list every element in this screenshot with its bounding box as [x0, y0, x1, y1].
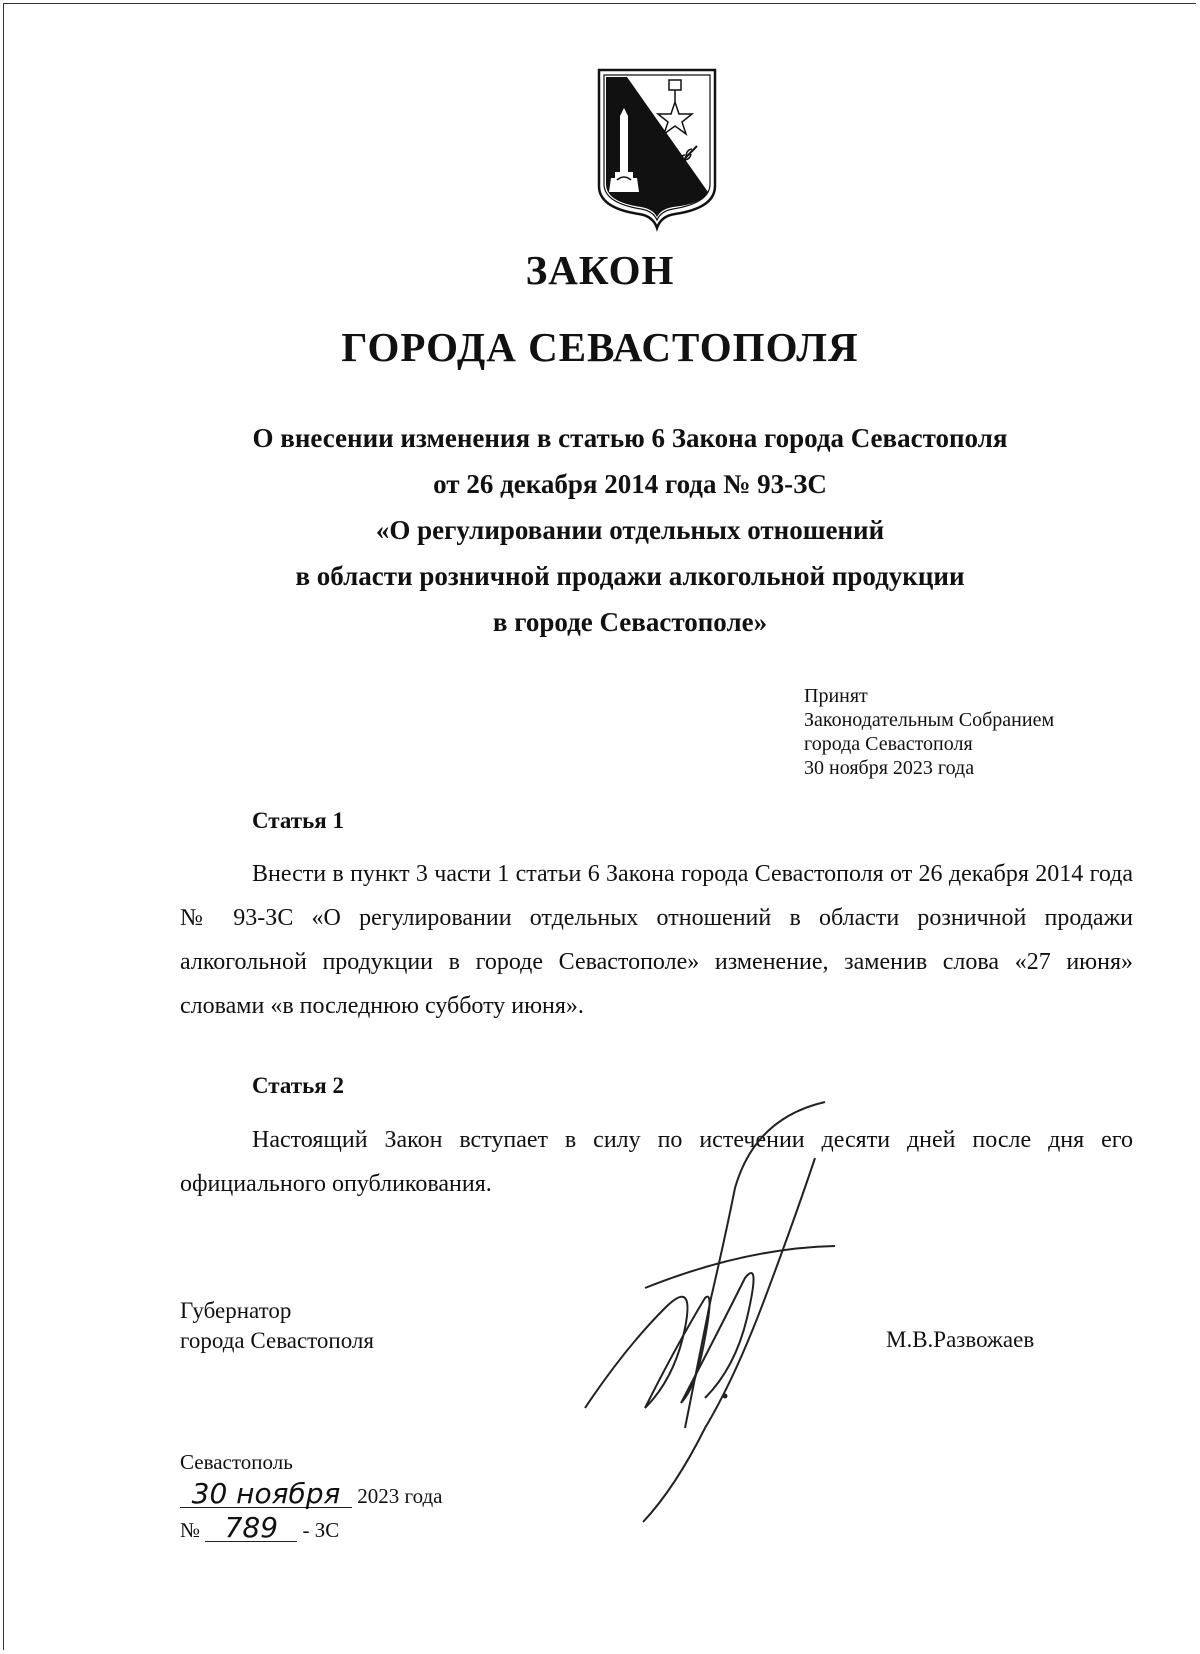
article-1-text [180, 852, 1133, 1028]
article-2-heading: Статья 2 [252, 1073, 344, 1098]
signing-place-date [180, 1445, 443, 1547]
article-1-body: Внести в пункт 3 части 1 статьи 6 Закона города Севастополя от 26 декабря 2014 года № 93-ЗС «О регулировании отдельных отношений в области розничной продажи алкогольной продукции в городе Севастополе» изменение, заменив слова «27 июня» словами «в последнюю субботу июня». [180, 861, 1133, 1019]
law-title-line: от 26 декабря 2014 года № 93-ЗС [433, 469, 827, 499]
adoption-note [804, 684, 1054, 780]
signatory-position [180, 1296, 374, 1356]
number-sign: № [180, 1518, 201, 1542]
law-title-line: в области розничной продажи алкогольной продукции [295, 561, 965, 591]
law-title-line: в городе Севастополе» [492, 607, 768, 637]
handwritten-law-number: 789 [205, 1515, 297, 1542]
handwritten-signature-icon [585, 1098, 845, 1528]
document-type: ЗАКОН [525, 247, 675, 293]
law-title [150, 415, 1110, 645]
adoption-line: города Севастополя [804, 733, 973, 755]
issuer-title: ГОРОДА СЕВАСТОПОЛЯ [341, 324, 859, 370]
adoption-date: 30 ноября 2023 года [804, 757, 975, 779]
signing-city: Севастополь [180, 1450, 293, 1474]
article-2-body: Настоящий Закон вступает в силу по истечении десяти дней после дня его официального опубликования. [180, 1127, 1133, 1197]
law-number-suffix: - ЗС [302, 1518, 340, 1542]
position-line: города Севастополя [180, 1328, 374, 1353]
signing-date-row [180, 1479, 443, 1513]
signing-year: 2023 года [357, 1484, 443, 1508]
adoption-line: Принят [804, 685, 868, 707]
law-number-row [180, 1513, 443, 1547]
position-line: Губернатор [180, 1298, 292, 1323]
sevastopol-coat-of-arms-icon [597, 68, 717, 228]
law-title-line: О внесении изменения в статью 6 Закона города Севастополя [252, 423, 1008, 453]
signatory-name: М.В.Развожаев [886, 1327, 1035, 1352]
law-title-line: «О регулировании отдельных отношений [375, 515, 885, 545]
article-1-heading: Статья 1 [252, 808, 344, 833]
handwritten-date: 30 ноября [180, 1481, 352, 1508]
adoption-line: Законодательным Собранием [804, 709, 1055, 731]
